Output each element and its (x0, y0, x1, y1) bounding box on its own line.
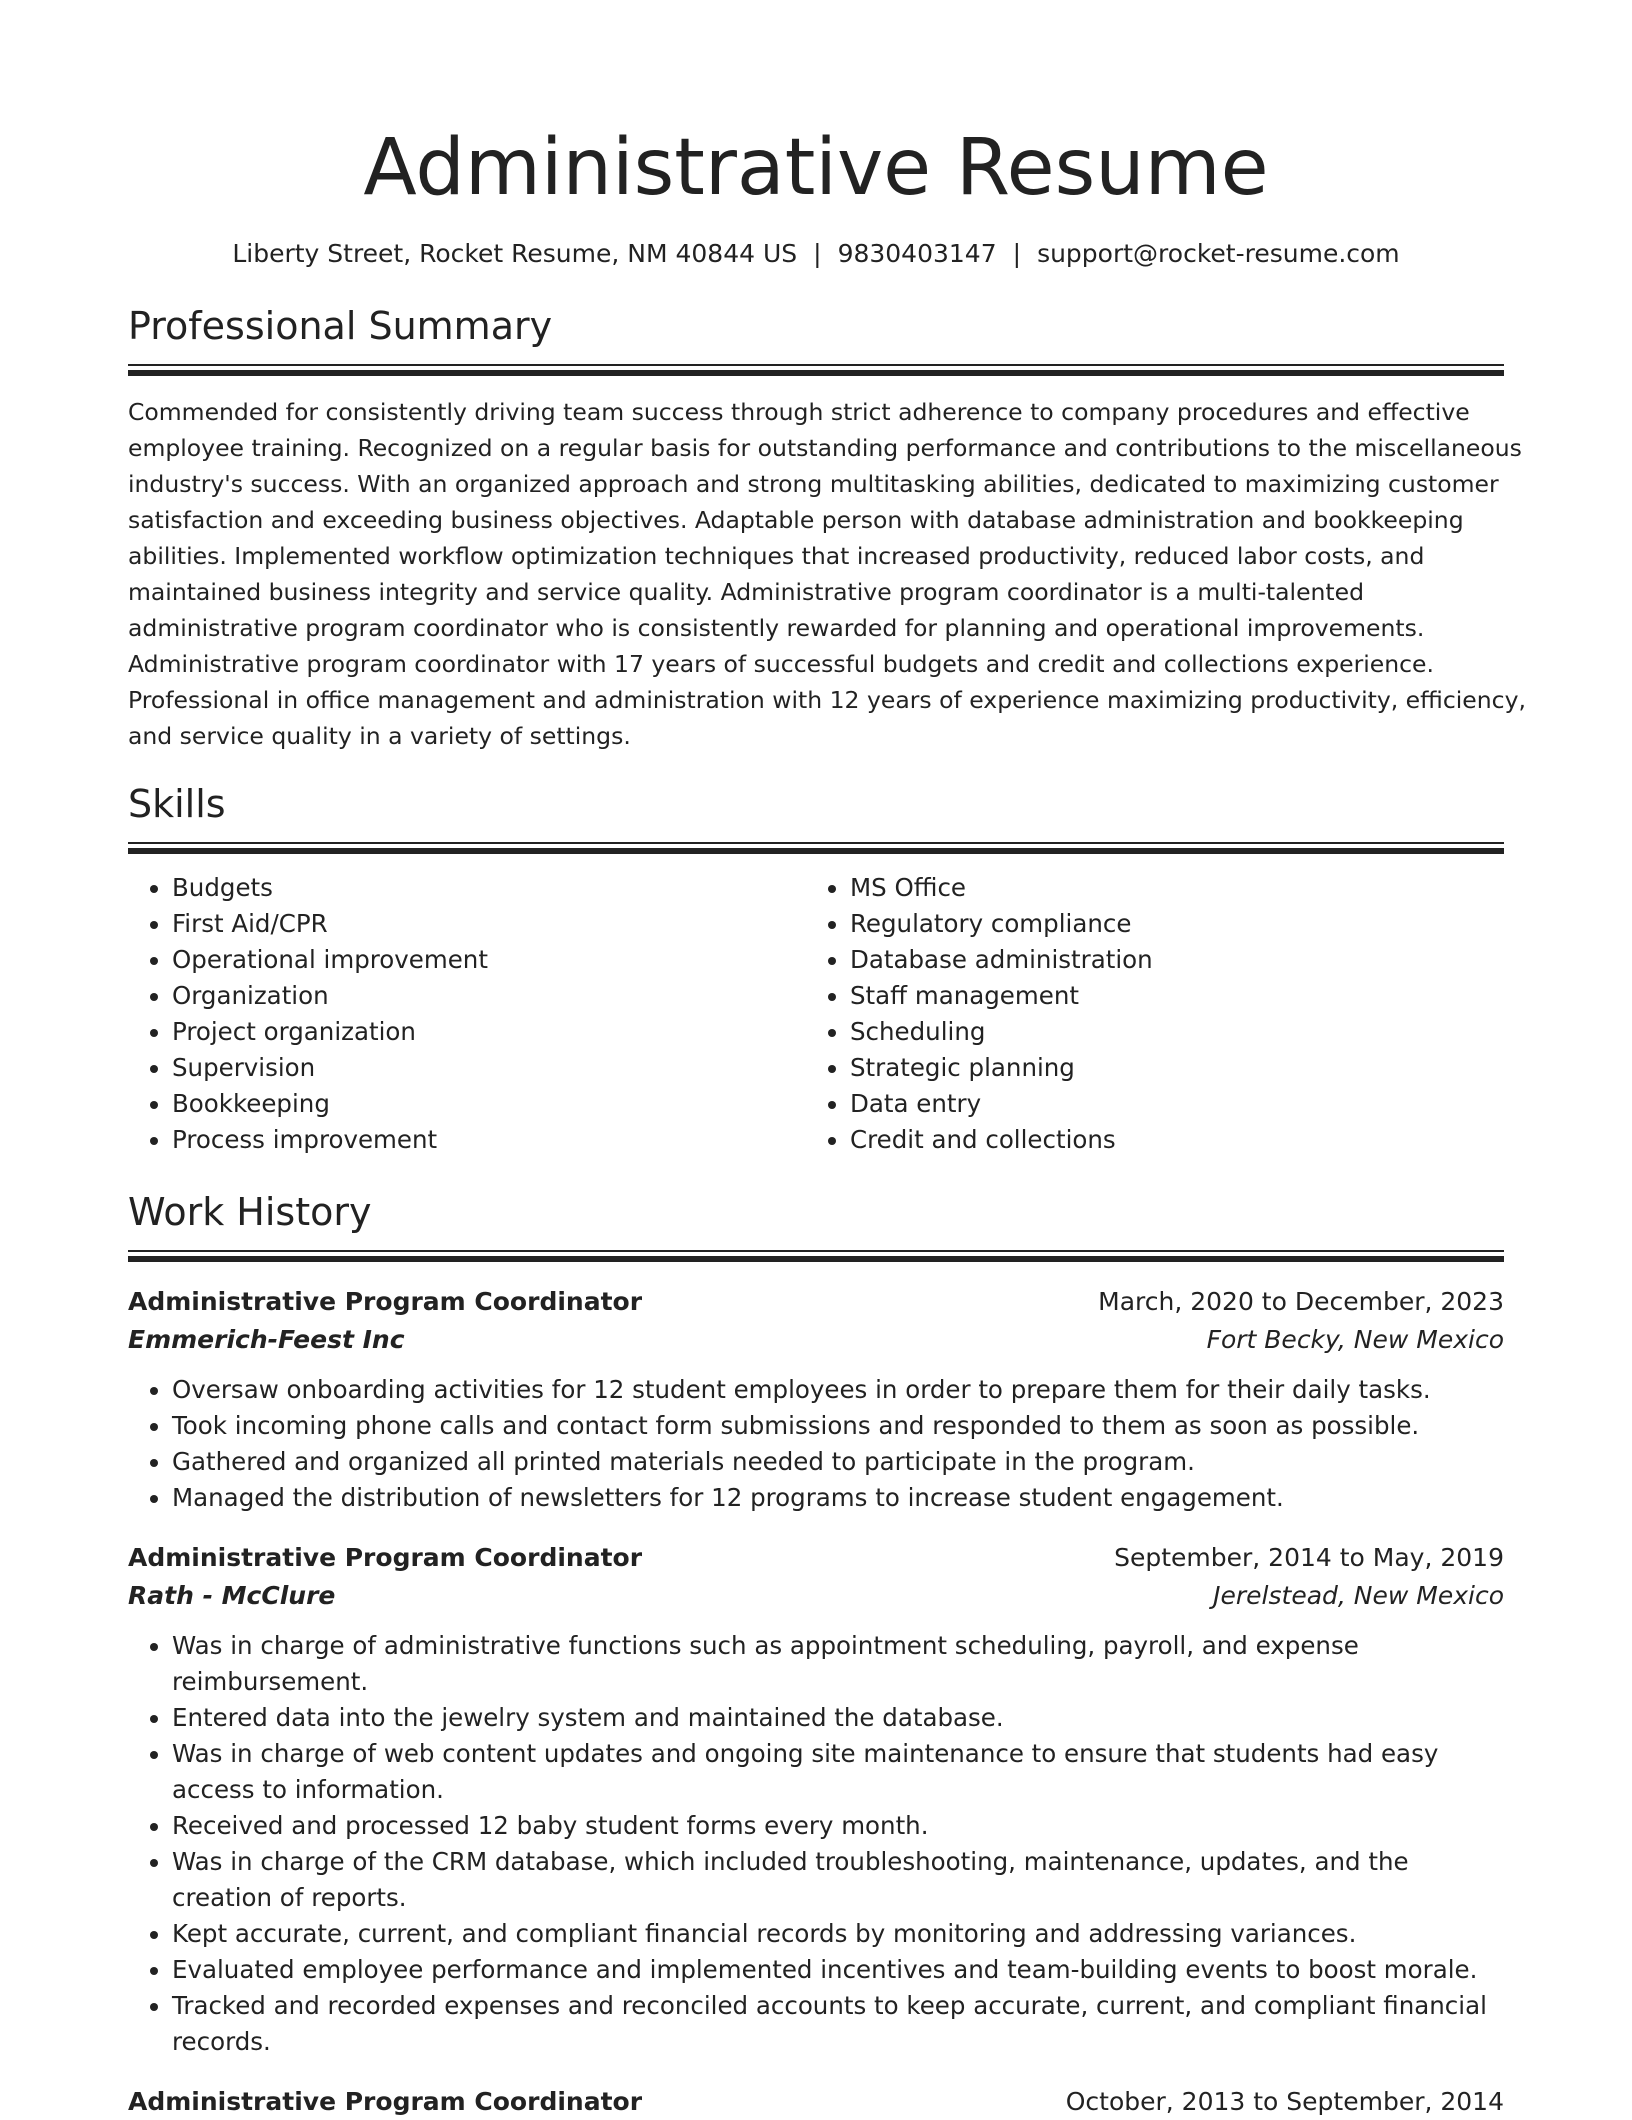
section-divider (128, 1250, 1504, 1262)
skill-item: • Staff management (850, 978, 1484, 1014)
job-entry (128, 1284, 1504, 1516)
summary-line: employee training. Recognized on a regular basis for outstanding performance and contributions to the miscellaneous (128, 434, 1522, 462)
phone-text: 9830403147 (837, 239, 997, 268)
summary-line: Commended for consistently driving team success through strict adherence to company procedures and effective (128, 398, 1470, 426)
job-company: Emmerich-Feest Inc (128, 1325, 405, 1354)
skill-item: • Process improvement (172, 1122, 806, 1158)
summary-line: Professional in office management and administration with 12 years of experience maximizing productivity, efficiency, (128, 686, 1526, 714)
job-subheader (128, 1320, 1504, 1360)
skill-item: • Data entry (850, 1086, 1484, 1122)
resume-page (128, 0, 1526, 2120)
job-company: Rath - McClure (128, 1581, 336, 1610)
job-entry (128, 2084, 1504, 2120)
job-bullet: • Evaluated employee performance and implemented incentives and team-building events to boost morale. (172, 1952, 1504, 1988)
job-dates: September, 2014 to May, 2019 (1114, 1543, 1504, 1572)
job-bullets (128, 1628, 1504, 2060)
job-title: Administrative Program Coordinator (128, 1543, 643, 1572)
contact-line (128, 238, 1504, 270)
section-divider (128, 364, 1504, 376)
summary-line: industry's success. With an organized approach and strong multitasking abilities, dedicated to maximizing customer (128, 470, 1499, 498)
section-title-skills: Skills (128, 782, 226, 826)
job-bullet: • Took incoming phone calls and contact form submissions and responded to them as soon as possible. (172, 1408, 1504, 1444)
section-divider (128, 842, 1504, 854)
skill-item: • Operational improvement (172, 942, 806, 978)
summary-paragraph (128, 394, 1526, 754)
section-title-work-history: Work History (128, 1190, 372, 1234)
address-text: Liberty Street, Rocket Resume, NM 40844 US (232, 239, 798, 268)
job-bullet: • Was in charge of the CRM database, which included troubleshooting, maintenance, updates, and the creation of reports. (172, 1844, 1504, 1916)
job-dates: October, 2013 to September, 2014 (1065, 2087, 1504, 2116)
skill-item: • Regulatory compliance (850, 906, 1484, 942)
skills-column-left (128, 870, 806, 1158)
job-bullet: • Was in charge of administrative functions such as appointment scheduling, payroll, and expense reimbursement. (172, 1628, 1504, 1700)
skill-item: • Credit and collections (850, 1122, 1484, 1158)
skill-item: • Budgets (172, 870, 806, 906)
job-location: Fort Becky, New Mexico (1206, 1325, 1504, 1354)
contact-separator: | (1012, 239, 1022, 268)
job-title: Administrative Program Coordinator (128, 1287, 643, 1316)
resume-name: Administrative Resume (363, 123, 1269, 213)
job-header (128, 2084, 1504, 2120)
job-bullets (128, 1372, 1504, 1516)
skill-item: • Scheduling (850, 1014, 1484, 1050)
job-location: Jerelstead, New Mexico (1213, 1581, 1504, 1610)
contact-separator: | (813, 239, 822, 268)
section-title-summary: Professional Summary (128, 304, 553, 348)
job-bullet: • Received and processed 12 baby student forms every month. (172, 1808, 1504, 1844)
job-entry (128, 1540, 1504, 2060)
skill-item: • Strategic planning (850, 1050, 1484, 1086)
email-link[interactable]: support@rocket-resume.com (1037, 239, 1400, 268)
job-bullet: • Was in charge of web content updates and ongoing site maintenance to ensure that students had easy access to information. (172, 1736, 1504, 1808)
summary-line: abilities. Implemented workflow optimization techniques that increased productivity, reduced labor costs, and (128, 542, 1425, 570)
job-header (128, 1284, 1504, 1320)
job-title: Administrative Program Coordinator (128, 2087, 643, 2116)
summary-line: and service quality in a variety of settings. (128, 722, 631, 750)
skills-list (128, 870, 1504, 1158)
skills-column-right (806, 870, 1484, 1158)
skill-item: • First Aid/CPR (172, 906, 806, 942)
summary-line: satisfaction and exceeding business objectives. Adaptable person with database administration and bookkeeping (128, 506, 1464, 534)
skill-item: • Supervision (172, 1050, 806, 1086)
job-subheader (128, 1576, 1504, 1616)
skill-item: • MS Office (850, 870, 1484, 906)
summary-line: Administrative program coordinator with 17 years of successful budgets and credit and collections experience. (128, 650, 1434, 678)
summary-line: administrative program coordinator who is consistently rewarded for planning and operational improvements. (128, 614, 1425, 642)
skill-item: • Database administration (850, 942, 1484, 978)
skill-item: • Project organization (172, 1014, 806, 1050)
summary-line: maintained business integrity and service quality. Administrative program coordinator is a multi-talented (128, 578, 1365, 606)
job-header (128, 1540, 1504, 1576)
job-bullet: • Tracked and recorded expenses and reconciled accounts to keep accurate, current, and compliant financial records. (172, 1988, 1504, 2060)
job-bullet: • Oversaw onboarding activities for 12 student employees in order to prepare them for their daily tasks. (172, 1372, 1504, 1408)
job-bullet: • Gathered and organized all printed materials needed to participate in the program. (172, 1444, 1504, 1480)
job-bullet: • Kept accurate, current, and compliant financial records by monitoring and addressing variances. (172, 1916, 1504, 1952)
skill-item: • Bookkeeping (172, 1086, 806, 1122)
skill-item: • Organization (172, 978, 806, 1014)
job-bullet: • Entered data into the jewelry system and maintained the database. (172, 1700, 1504, 1736)
job-bullet: • Managed the distribution of newsletters for 12 programs to increase student engagement. (172, 1480, 1504, 1516)
job-dates: March, 2020 to December, 2023 (1098, 1287, 1504, 1316)
